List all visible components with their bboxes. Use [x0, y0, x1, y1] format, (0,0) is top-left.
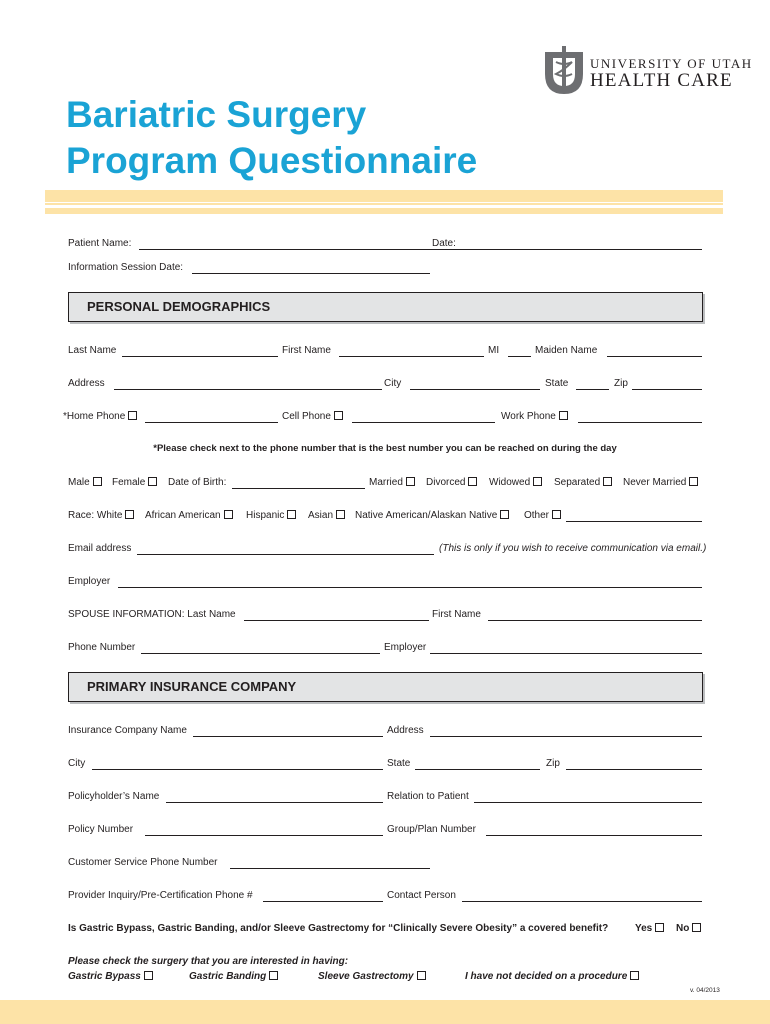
first-name-field[interactable]: [339, 356, 484, 357]
phone-row: [63, 409, 702, 425]
policy-number-label: Policy Number: [68, 824, 134, 835]
home-phone-label: [63, 409, 137, 425]
email-label: Email address: [68, 543, 132, 554]
male-option: [68, 475, 102, 491]
spouse-last-name-label: SPOUSE INFORMATION: Last Name: [68, 609, 236, 620]
native-american-option: [355, 508, 509, 524]
spouse-phone-row: [68, 640, 702, 656]
relation-field[interactable]: [474, 802, 702, 803]
policy-number-row: [68, 822, 702, 838]
insurance-address-label: Address: [387, 725, 424, 736]
surgery-prompt: Please check the surgery that you are interested in having:: [68, 956, 349, 967]
spouse-phone-field[interactable]: [141, 653, 380, 654]
city-label: City: [384, 378, 402, 389]
maiden-name-field[interactable]: [607, 356, 702, 357]
other-race-option: [524, 508, 561, 524]
native-american-label: Native American/Alaskan Native: [355, 510, 498, 521]
page-title: [66, 92, 477, 184]
gastric-banding-checkbox[interactable]: [269, 971, 278, 980]
separated-checkbox[interactable]: [603, 477, 612, 486]
native-american-checkbox[interactable]: [500, 510, 509, 519]
sleeve-label: Sleeve Gastrectomy: [318, 971, 414, 982]
divorced-option: [426, 475, 477, 491]
hispanic-checkbox[interactable]: [287, 510, 296, 519]
title-band-thin: [45, 203, 723, 205]
relation-label: Relation to Patient: [387, 791, 469, 802]
divorced-checkbox[interactable]: [468, 477, 477, 486]
separated-option: [554, 475, 612, 491]
last-name-field[interactable]: [122, 356, 278, 357]
male-checkbox[interactable]: [93, 477, 102, 486]
covered-benefit-question: Is Gastric Bypass, Gastric Banding, and/or Sleeve Gastrectomy for “Clinically Severe Obesity” a covered benefit?: [68, 923, 609, 934]
female-checkbox[interactable]: [148, 477, 157, 486]
gastric-banding-label: Gastric Banding: [189, 971, 267, 982]
married-checkbox[interactable]: [406, 477, 415, 486]
separated-label: Separated: [554, 477, 601, 488]
african-american-option: [145, 508, 233, 524]
address-row: [68, 376, 702, 392]
work-phone-field[interactable]: [578, 422, 702, 423]
asian-label: Asian: [308, 510, 334, 521]
employer-row: [68, 574, 702, 590]
state-label: State: [545, 378, 569, 389]
insurance-name-row: [68, 723, 702, 739]
title-band: [45, 190, 723, 202]
never-married-option: [623, 475, 698, 491]
hispanic-label: Hispanic: [246, 510, 285, 521]
primary-insurance-heading: PRIMARY INSURANCE COMPANY: [87, 679, 297, 694]
insurance-company-field[interactable]: [193, 736, 383, 737]
insurance-zip-label: Zip: [546, 758, 560, 769]
provider-inquiry-field[interactable]: [263, 901, 383, 902]
group-number-field[interactable]: [486, 835, 702, 836]
policyholder-label: Policyholder’s Name: [68, 791, 160, 802]
sleeve-checkbox[interactable]: [417, 971, 426, 980]
patient-name-row: [68, 236, 702, 252]
insurance-zip-field[interactable]: [566, 769, 702, 770]
spouse-employer-field[interactable]: [430, 653, 702, 654]
cell-phone-field[interactable]: [352, 422, 495, 423]
city-field[interactable]: [410, 389, 540, 390]
name-row: [68, 343, 702, 359]
gastric-bypass-checkbox[interactable]: [144, 971, 153, 980]
cell-phone-checkbox[interactable]: [334, 411, 343, 420]
contact-person-field[interactable]: [462, 901, 702, 902]
covered-yes-checkbox[interactable]: [655, 923, 664, 932]
first-name-label: First Name: [282, 345, 331, 356]
email-note: (This is only if you wish to receive communication via email.): [439, 543, 707, 554]
covered-no-checkbox[interactable]: [692, 923, 701, 932]
hispanic-option: [246, 508, 296, 524]
insurance-state-label: State: [387, 758, 411, 769]
covered-no-option: [676, 921, 701, 937]
insurance-city-field[interactable]: [92, 769, 383, 770]
gastric-banding-option: [189, 969, 278, 985]
white-option: [68, 508, 134, 524]
zip-field[interactable]: [632, 389, 702, 390]
version-label: v. 04/2013: [690, 987, 720, 994]
race-white-label: Race: White: [68, 510, 123, 521]
asian-checkbox[interactable]: [336, 510, 345, 519]
policy-number-field[interactable]: [145, 835, 383, 836]
surgery-options-row: [68, 969, 702, 985]
widowed-label: Widowed: [489, 477, 531, 488]
patient-name-label: Patient Name:: [68, 238, 132, 249]
other-race-checkbox[interactable]: [552, 510, 561, 519]
contact-person-label: Contact Person: [387, 890, 456, 901]
mi-field[interactable]: [508, 356, 531, 357]
asian-option: [308, 508, 345, 524]
undecided-option: [465, 969, 639, 985]
other-race-label: Other: [524, 510, 550, 521]
provider-inquiry-label: Provider Inquiry/Pre-Certification Phone #: [68, 890, 253, 901]
bottom-band: [0, 1000, 770, 1024]
info-session-field[interactable]: [192, 273, 430, 274]
logo-health-care-text: HEALTH CARE: [590, 70, 733, 91]
spouse-row: [68, 607, 702, 623]
spouse-last-name-field[interactable]: [244, 620, 429, 621]
insurance-company-label: Insurance Company Name: [68, 725, 187, 736]
never-married-checkbox[interactable]: [689, 477, 698, 486]
group-number-label: Group/Plan Number: [387, 824, 476, 835]
email-row: [68, 541, 707, 557]
dob-field[interactable]: [232, 488, 365, 489]
spouse-first-name-label: First Name: [432, 609, 481, 620]
home-phone-text: *Home Phone: [63, 411, 126, 422]
cell-phone-label: [282, 409, 343, 425]
work-phone-label: [501, 409, 568, 425]
african-american-label: African American: [145, 510, 221, 521]
customer-service-field[interactable]: [230, 868, 430, 869]
gender-marital-row: [68, 475, 702, 491]
cell-phone-text: Cell Phone: [282, 411, 331, 422]
home-phone-checkbox[interactable]: [128, 411, 137, 420]
personal-demographics-header: [68, 292, 703, 322]
title-line-2: Program Questionnaire: [66, 140, 478, 181]
address-field[interactable]: [114, 389, 382, 390]
covered-yes-option: [635, 921, 664, 937]
undecided-checkbox[interactable]: [630, 971, 639, 980]
insurance-state-field[interactable]: [415, 769, 540, 770]
customer-service-row: [68, 855, 702, 871]
divorced-label: Divorced: [426, 477, 466, 488]
insurance-address-field[interactable]: [430, 736, 702, 737]
insurance-city-row: [68, 756, 702, 772]
phone-note: *Please check next to the phone number that is the best number you can be reached on during the day: [153, 443, 617, 454]
title-line-1: Bariatric Surgery: [66, 94, 367, 135]
home-phone-field[interactable]: [145, 422, 278, 423]
work-phone-text: Work Phone: [501, 411, 556, 422]
female-option: [112, 475, 157, 491]
insurance-city-label: City: [68, 758, 86, 769]
employer-field[interactable]: [118, 587, 702, 588]
info-session-row: [68, 260, 702, 276]
covered-no-label: No: [676, 923, 690, 934]
male-label: Male: [68, 477, 90, 488]
policyholder-field[interactable]: [166, 802, 383, 803]
mi-label: MI: [488, 345, 500, 356]
female-label: Female: [112, 477, 146, 488]
covered-benefit-row: [68, 921, 702, 937]
date-field[interactable]: [462, 249, 702, 250]
widowed-checkbox[interactable]: [533, 477, 542, 486]
widowed-option: [489, 475, 542, 491]
address-label: Address: [68, 378, 105, 389]
email-field[interactable]: [137, 554, 434, 555]
other-race-field[interactable]: [566, 521, 702, 522]
date-label: Date:: [432, 238, 456, 249]
undecided-label: I have not decided on a procedure: [465, 971, 628, 982]
title-band-lower: [45, 208, 723, 214]
zip-label: Zip: [614, 378, 628, 389]
customer-service-label: Customer Service Phone Number: [68, 857, 218, 868]
never-married-label: Never Married: [623, 477, 687, 488]
spouse-phone-label: Phone Number: [68, 642, 136, 653]
personal-demographics-heading: PERSONAL DEMOGRAPHICS: [87, 299, 271, 314]
married-option: [369, 475, 415, 491]
gastric-bypass-label: Gastric Bypass: [68, 971, 141, 982]
logo-university-text: UNIVERSITY OF UTAH: [590, 56, 753, 71]
white-checkbox[interactable]: [125, 510, 134, 519]
maiden-name-label: Maiden Name: [535, 345, 598, 356]
policyholder-row: [68, 789, 702, 805]
spouse-first-name-field[interactable]: [488, 620, 702, 621]
covered-yes-label: Yes: [635, 923, 653, 934]
employer-label: Employer: [68, 576, 111, 587]
surgery-prompt-row: [68, 954, 702, 970]
sleeve-option: [318, 969, 426, 985]
spouse-employer-label: Employer: [384, 642, 427, 653]
provider-inquiry-row: [68, 888, 702, 904]
african-american-checkbox[interactable]: [224, 510, 233, 519]
primary-insurance-header: [68, 672, 703, 702]
work-phone-checkbox[interactable]: [559, 411, 568, 420]
state-field[interactable]: [576, 389, 609, 390]
info-session-label: Information Session Date:: [68, 262, 184, 273]
race-row: [68, 508, 702, 524]
gastric-bypass-option: [68, 969, 153, 985]
dob-label: Date of Birth:: [168, 477, 227, 488]
married-label: Married: [369, 477, 403, 488]
last-name-label: Last Name: [68, 345, 117, 356]
